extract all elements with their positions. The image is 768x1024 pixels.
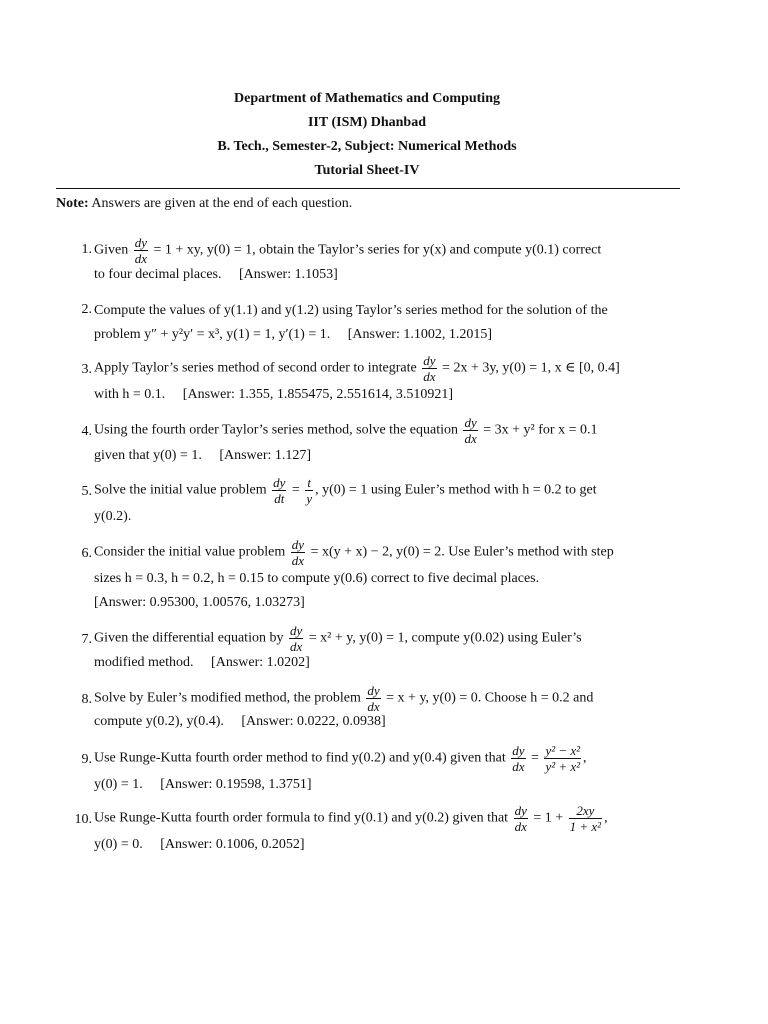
fraction-dy-dx: $\frac{dy}{dx}$ — [423, 353, 436, 384]
fraction-dy-dx: $\frac{dy}{dx}$ — [367, 683, 380, 714]
question-text: Use Runge-Kutta fourth order formula to find y(0.1) and y(0.2) given that $\frac{dy}{dx}$ = 1 + $\frac{2xy}{\text{1 + x²}}$ , — [94, 803, 608, 834]
answer-text: [Answer: 0.19598, 1.3751] — [160, 777, 312, 792]
header-divider — [56, 188, 680, 189]
question-text-cont: sizes h = 0.3, h = 0.2, h = 0.15 to compute y(0.6) correct to five decimal places. — [94, 571, 540, 586]
question-number: 4. — [81, 424, 92, 439]
question-number: 8. — [81, 692, 92, 707]
answer-text: [Answer: 1.1002, 1.2015] — [347, 327, 493, 342]
fraction-dy-dx: $\frac{dy}{dx}$ — [291, 537, 305, 568]
fraction-q10-rhs: $\frac{2xy}{\text{1 + x²}}$ — [569, 803, 602, 834]
question-text: Use Runge-Kutta fourth order method to find y(0.2) and y(0.4) given that $\frac{dy}{dx}$ = $\frac{\text{y² − x²}}{\text{y² + x²}}$ , — [94, 743, 587, 774]
question-text-cont: y(0) = 0. [Answer: 0.1006, 0.2052] — [94, 837, 305, 852]
question-text-cont: modified method. [Answer: 1.0202] — [94, 655, 310, 670]
question-number: 1. — [81, 242, 92, 257]
answer-text: [Answer: 1.355, 1.855475, 2.551614, 3.510921] — [182, 387, 454, 402]
answer-text: [Answer: 0.95300, 1.00576, 1.03273] — [94, 595, 305, 610]
question-text: Compute the values of y(1.1) and y(1.2) using Taylor’s series method for the solution of the — [94, 303, 608, 318]
document-header — [0, 89, 734, 185]
fraction-t-over-y: $\frac{t}{y}$ — [306, 475, 313, 506]
question-text: Given the differential equation by $\frac{dy}{dx}$ = x² + y, y(0) = 1, compute y(0.02) using Euler’s — [94, 623, 582, 654]
question-text-cont: given that y(0) = 1. [Answer: 1.127] — [94, 448, 312, 463]
note-text: Answers are given at the end of each question. — [91, 196, 353, 211]
fraction-dy-dx: $\frac{dy}{dx}$ — [134, 235, 147, 266]
question-number: 7. — [81, 632, 92, 647]
question-text: Given $\frac{dy}{dx}$ = 1 + xy, y(0) = 1, obtain the Taylor’s series for y(x) and compute y(0.1) correct — [94, 235, 602, 266]
sheet-title: Tutorial Sheet-IV — [314, 163, 420, 178]
question-text-cont: with h = 0.1. [Answer: 1.355, 1.855475, 2.551614, 3.510921] — [94, 387, 454, 402]
question-text-cont: compute y(0.2), y(0.4). [Answer: 0.0222, 0.0938] — [94, 714, 386, 729]
note-line — [56, 195, 352, 213]
question-text: Solve by Euler’s modified method, the problem $\frac{dy}{dx}$ = x + y, y(0) = 0. Choose h = 0.2 and — [94, 683, 594, 714]
fraction-dy-dx: $\frac{dy}{dx}$ — [512, 743, 525, 774]
answer-text: [Answer: 1.0202] — [211, 655, 310, 670]
question-number: 6. — [81, 546, 92, 561]
answer-text: [Answer: 1.1053] — [239, 267, 338, 282]
question-text: Using the fourth order Taylor’s series method, solve the equation $\frac{dy}{dx}$ = 3x + y² for x = 0.1 — [94, 415, 598, 446]
question-answer-line — [94, 594, 680, 612]
fraction-dy-dx: $\frac{dy}{dx}$ — [514, 803, 527, 834]
institute-name: IIT (ISM) Dhanbad — [307, 115, 426, 130]
answer-text: [Answer: 0.1006, 0.2052] — [160, 837, 305, 852]
answer-text: [Answer: 0.0222, 0.0938] — [241, 714, 386, 729]
question-text-cont: to four decimal places. [Answer: 1.1053] — [94, 267, 338, 282]
fraction-dy-dx: $\frac{dy}{dx}$ — [464, 415, 477, 446]
question-text-cont: y(0) = 1. [Answer: 0.19598, 1.3751] — [94, 777, 312, 792]
question-text-cont: problem y″ + y²y′ = x³, y(1) = 1, y′(1) = 1. [Answer: 1.1002, 1.2015] — [94, 327, 493, 342]
question-text-cont: y(0.2). — [94, 509, 132, 524]
question-number: 10. — [74, 812, 92, 827]
question-number: 2. — [81, 302, 92, 317]
note-label: Note: — [56, 196, 89, 211]
question-text: Apply Taylor’s series method of second order to integrate $\frac{dy}{dx}$ = 2x + 3y, y(0) = 1, x ∈ [0, 0.4] — [94, 353, 620, 384]
fraction-dy-dx: $\frac{dy}{dx}$ — [289, 623, 303, 654]
answer-text: [Answer: 1.127] — [219, 448, 312, 463]
course-subject: B. Tech., Semester-2, Subject: Numerical Methods — [217, 139, 517, 154]
question-number: 9. — [81, 752, 92, 767]
fraction-dy-dt: $\frac{dy}{dt}$ — [273, 475, 286, 506]
question-number: 5. — [81, 484, 92, 499]
fraction-q9-rhs: $\frac{\text{y² − x²}}{\text{y² + x²}}$ — [545, 743, 581, 774]
department-title: Department of Mathematics and Computing — [234, 91, 500, 106]
question-text: Solve the initial value problem $\frac{dy}{dt}$ = $\frac{t}{y}$ , y(0) = 1 using Euler’s method with h = 0.2 to get — [94, 475, 597, 506]
question-number: 3. — [81, 362, 92, 377]
question-text: Consider the initial value problem $\frac{dy}{dx}$ = x(y + x) − 2, y(0) = 2. Use Euler’s method with step — [94, 537, 614, 568]
